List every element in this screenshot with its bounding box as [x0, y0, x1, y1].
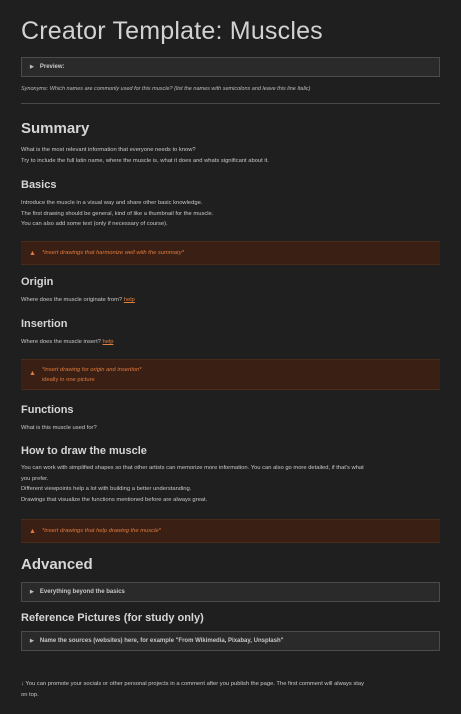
origin-help-link[interactable]: help	[123, 297, 135, 303]
preview-toggle[interactable]	[21, 57, 440, 77]
reference-toggle-label: Name the sources (websites) here, for example "From Wikimedia, Pixabay, Unsplash"	[39, 638, 284, 644]
how-to-draw-line: Drawings that visualize the functions mentioned before are always great.	[21, 496, 208, 503]
warning-icon: ▲	[29, 249, 36, 257]
how-to-draw-line: You can work with simplified shapes so that other artists can memorize more information. You can also go more detailed, if that's what	[21, 465, 364, 471]
insertion-callout	[21, 359, 440, 390]
advanced-toggle[interactable]	[21, 582, 440, 602]
insertion-help-link[interactable]: help	[102, 339, 114, 345]
basics-heading: Basics	[21, 179, 57, 191]
insertion-heading: Insertion	[21, 318, 68, 330]
triangle-right-icon: ▶	[30, 589, 34, 595]
divider	[21, 103, 440, 104]
callout-text: *insert drawings that harmonize well with the summary*	[41, 250, 185, 256]
origin-heading: Origin	[21, 276, 54, 288]
functions-heading: Functions	[21, 404, 74, 416]
summary-heading: Summary	[21, 120, 90, 137]
callout-text: *insert drawings that help drawing the muscle*	[41, 528, 161, 534]
how-to-draw-line: you prefer.	[21, 475, 49, 482]
footer-line: on top.	[21, 692, 39, 698]
basics-line: Introduce the muscle in a visual way and share other basic knowledge.	[21, 200, 203, 206]
basics-callout	[21, 241, 440, 265]
synonyms-note: Synonyms: Which names are commonly used for this muscle? (list the names with semicolons and leave this line Italic)	[21, 86, 311, 92]
callout-text: ideally in one picture	[41, 377, 95, 383]
page-title: Creator Template: Muscles	[21, 17, 323, 45]
basics-line: The first drawing should be general, kind of like a thumbnail for the muscle.	[21, 210, 214, 217]
footer-line: ↓ You can promote your socials or other personal projects in a comment after you publish the page. The first comment will always stay	[21, 681, 365, 687]
insertion-question: Where does the muscle insert?	[21, 339, 101, 345]
advanced-toggle-label: Everything beyond the basics	[39, 589, 125, 595]
how-to-draw-callout	[21, 519, 440, 543]
callout-lines	[42, 365, 142, 385]
insertion-text	[21, 337, 440, 348]
advanced-heading: Advanced	[21, 556, 93, 573]
how-to-draw-text	[21, 463, 440, 505]
origin-question: Where does the muscle originate from?	[21, 297, 123, 303]
summary-line: Try to include the full latin name, where the muscle is, what it does and whats significant about it.	[21, 157, 269, 164]
how-to-draw-line: Different viewpoints help a lot with building a better understanding.	[21, 486, 192, 492]
callout-text: *insert drawing for origin and insertion*	[41, 367, 142, 373]
how-to-draw-heading: How to draw the muscle	[21, 445, 147, 457]
summary-line: What is the most relevant information that everyone needs to know?	[21, 147, 196, 153]
reference-heading: Reference Pictures (for study only)	[21, 612, 204, 624]
functions-text: What is this muscle used for?	[21, 425, 97, 431]
basics-line: You can also add some text (only if necessary of course).	[21, 221, 168, 227]
triangle-right-icon: ▶	[30, 638, 34, 644]
warning-icon: ▲	[29, 370, 36, 377]
origin-text	[21, 295, 440, 306]
basics-text	[21, 198, 440, 230]
triangle-right-icon: ▶	[30, 64, 34, 70]
footer-note	[21, 679, 440, 701]
reference-toggle[interactable]	[21, 631, 440, 651]
preview-toggle-label: Preview:	[39, 64, 65, 70]
summary-text	[21, 145, 440, 166]
warning-icon: ▲	[29, 527, 36, 535]
